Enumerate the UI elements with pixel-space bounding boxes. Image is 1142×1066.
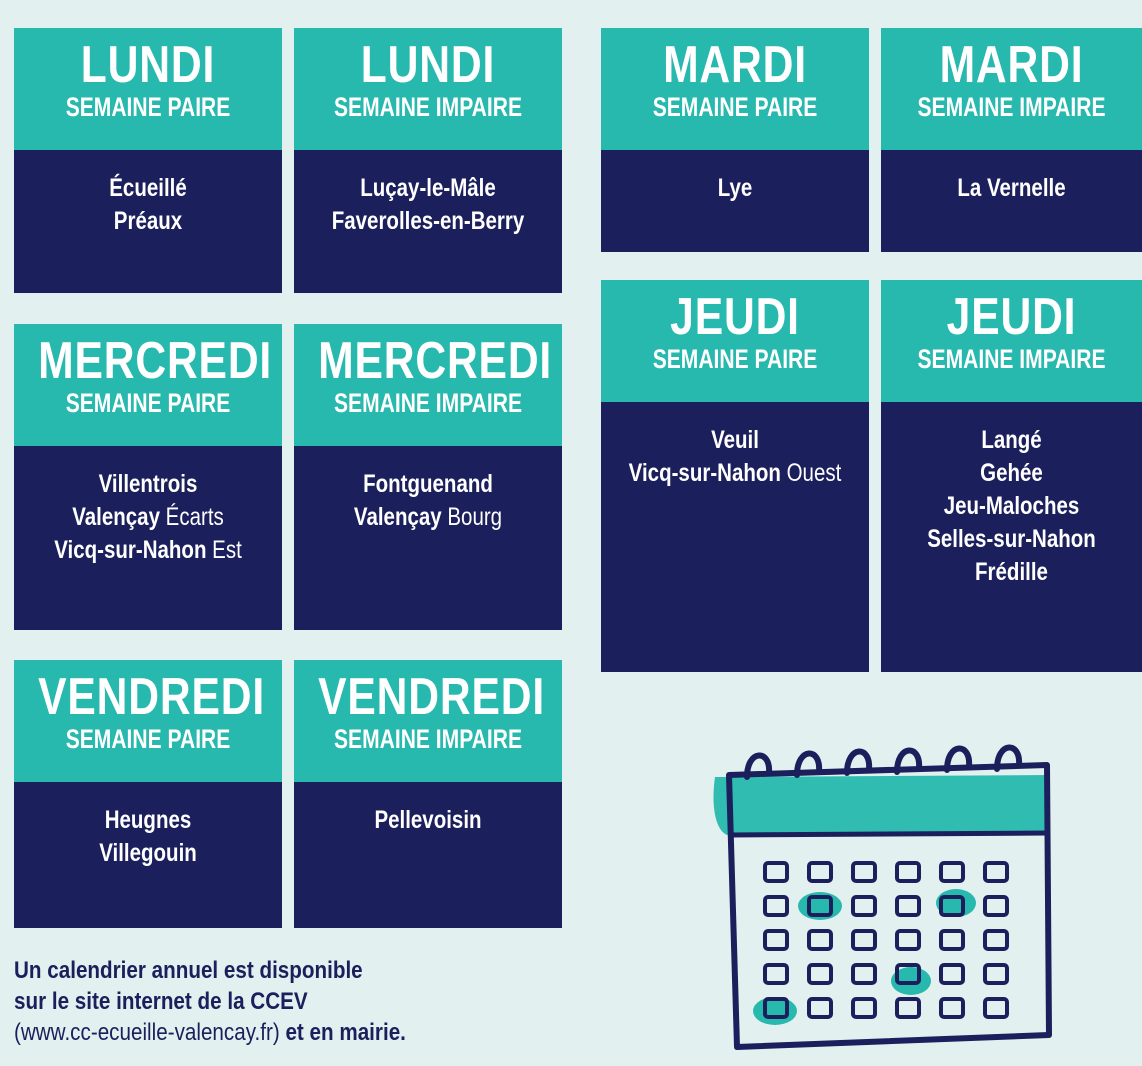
town: Frédille [975,558,1048,586]
town: Écueillé [109,174,187,202]
card-header [14,28,282,150]
footer-note [14,955,496,1048]
card-towns [601,402,869,672]
card-header [881,28,1142,150]
calendar-icon [707,735,1057,1055]
card-day: VENDREDI [38,668,266,726]
footer-line-2: sur le site internet de la CCEV [14,988,308,1015]
schedule-card-mardi-paire [601,28,869,252]
town: Selles-sur-Nahon [927,525,1096,553]
card-week: SEMAINE IMPAIRE [917,92,1106,122]
card-day: MERCREDI [38,332,273,390]
card-day: MERCREDI [318,332,553,390]
card-week: SEMAINE IMPAIRE [917,344,1106,374]
town: Pellevoisin [374,806,482,834]
card-header [14,660,282,782]
card-day: VENDREDI [318,668,546,726]
card-towns [14,150,282,293]
card-week: SEMAINE PAIRE [65,724,231,754]
town: Veuil [711,426,759,454]
card-week: SEMAINE IMPAIRE [333,724,523,754]
card-towns [14,782,282,928]
town: Villegouin [99,839,197,867]
card-header [294,28,562,150]
footer-line-3-end: et en mairie. [279,1019,406,1046]
card-day: MARDI [663,36,807,94]
card-day: LUNDI [360,36,496,94]
schedule-card-mercredi-paire [14,324,282,630]
card-week: SEMAINE IMPAIRE [333,92,523,122]
card-towns [294,782,562,928]
schedule-card-mardi-impaire [881,28,1142,252]
footer-line-3 [14,1017,496,1048]
card-towns [881,150,1142,252]
website-url: (www.cc-ecueille-valencay.fr) [14,1019,280,1046]
card-towns [294,446,562,630]
schedule-card-mercredi-impaire [294,324,562,630]
card-header [294,660,562,782]
card-week: SEMAINE PAIRE [652,344,818,374]
town: Préaux [113,207,183,235]
town: Valençay Écarts [72,503,224,531]
town: Luçay-le-Mâle [360,174,496,202]
card-towns [14,446,282,630]
card-header [14,324,282,446]
card-header [601,280,869,402]
card-week: SEMAINE PAIRE [65,388,231,418]
card-header [601,28,869,150]
town: Vicq-sur-Nahon Ouest [628,459,842,487]
town: Jeu-Maloches [943,492,1080,520]
card-header [294,324,562,446]
card-towns [601,150,869,252]
town: Lye [717,174,753,202]
card-week: SEMAINE PAIRE [65,92,231,122]
schedule-card-lundi-paire [14,28,282,293]
schedule-card-vendredi-paire [14,660,282,928]
town: Fontguenand [363,470,493,498]
card-day: JEUDI [670,288,800,346]
town: Vicq-sur-Nahon Est [54,536,242,564]
card-towns [294,150,562,293]
card-day: JEUDI [946,288,1077,346]
card-day: LUNDI [80,36,216,94]
footer-line-1: Un calendrier annuel est disponible [14,957,363,984]
town: Heugnes [104,806,192,834]
town: La Vernelle [957,174,1066,202]
schedule-card-jeudi-paire [601,280,869,672]
schedule-card-lundi-impaire [294,28,562,293]
card-week: SEMAINE PAIRE [652,92,818,122]
card-day: MARDI [939,36,1084,94]
schedule-card-jeudi-impaire [881,280,1142,672]
card-header [881,280,1142,402]
town: Gehée [980,459,1043,487]
town: Langé [981,426,1042,454]
town: Valençay Bourg [353,503,503,531]
schedule-card-vendredi-impaire [294,660,562,928]
town: Faverolles-en-Berry [331,207,525,235]
card-towns [881,402,1142,672]
card-week: SEMAINE IMPAIRE [333,388,523,418]
town: Villentrois [98,470,198,498]
